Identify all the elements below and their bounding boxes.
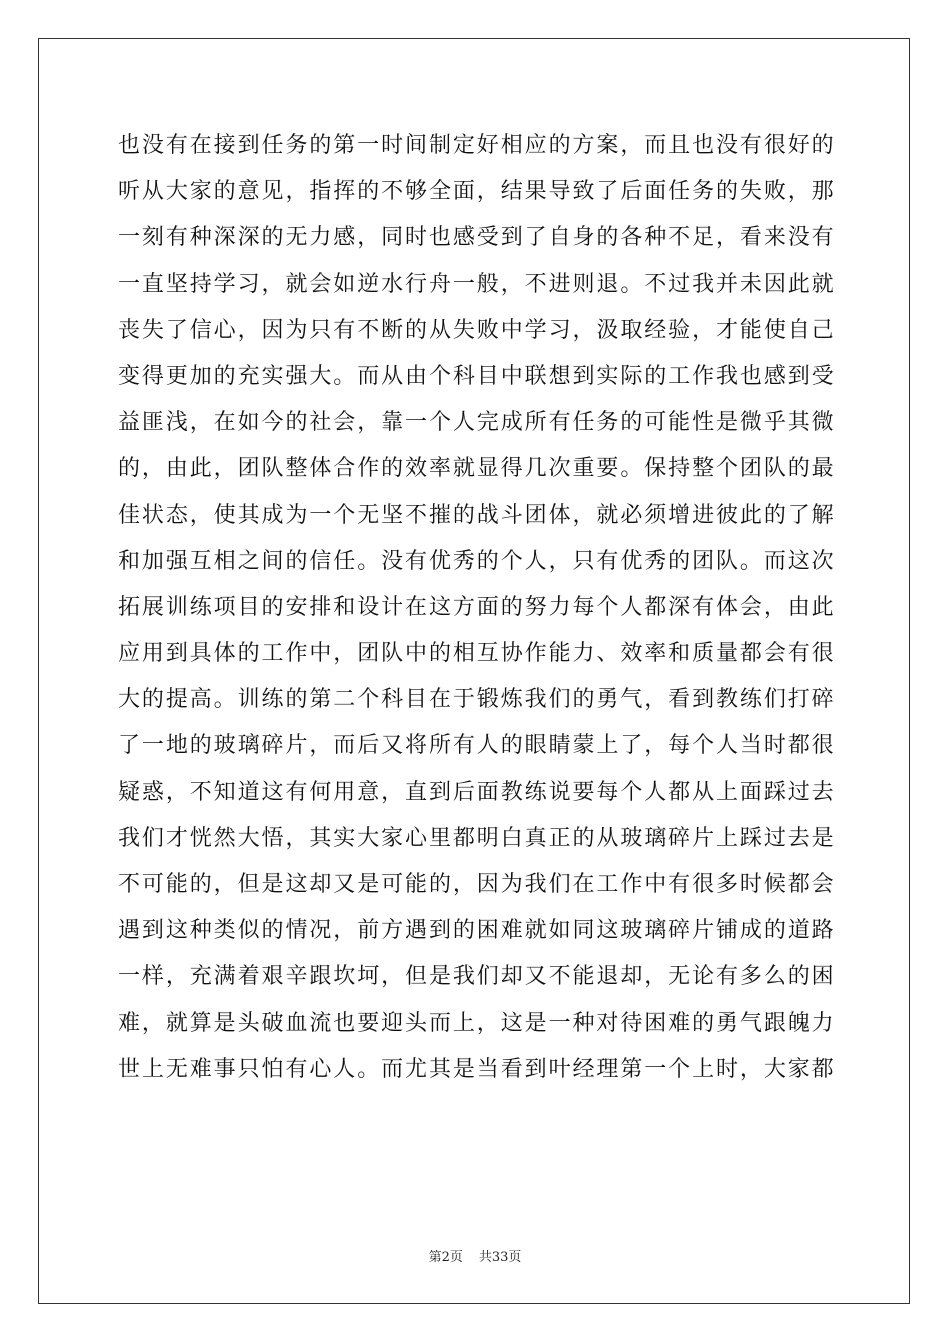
page-total: 共33页 xyxy=(478,1250,522,1265)
text-line: 丧失了信心，因为只有不断的从失败中学习，汲取经验，才能使自己 xyxy=(118,317,834,343)
text-line: 和加强互相之间的信任。没有优秀的个人，只有优秀的团队。而这次 xyxy=(118,548,834,574)
text-line: 世上无难事只怕有心人。而尤其是当看到叶经理第一个上时，大家都 xyxy=(118,1056,834,1082)
text-line: 我们才恍然大悟，其实大家心里都明白真正的从玻璃碎片上踩过去是 xyxy=(118,825,834,851)
text-line: 一样，充满着艰辛跟坎坷，但是我们却又不能退却，无论有多么的困 xyxy=(118,964,834,990)
text-line: 疑惑，不知道这有何用意，直到后面教练说要每个人都从上面踩过去 xyxy=(118,779,834,805)
page-number: 第2页 xyxy=(428,1250,463,1265)
text-line: 益匪浅，在如今的社会，靠一个人完成所有任务的可能性是微乎其微 xyxy=(118,410,834,436)
document-body xyxy=(118,123,834,1093)
text-line: 也没有在接到任务的第一时间制定好相应的方案，而且也没有很好的 xyxy=(118,133,834,158)
text-line: 不可能的，但是这却又是可能的，因为我们在工作中有很多时候都会 xyxy=(118,872,834,897)
text-line: 一直坚持学习，就会如逆水行舟一般，不进则退。不过我并未因此就 xyxy=(118,271,834,297)
page-footer xyxy=(0,1246,950,1265)
text-line: 应用到具体的工作中，团队中的相互协作能力、效率和质量都会有很 xyxy=(118,641,834,667)
text-line: 遇到这种类似的情况，前方遇到的困难就如同这玻璃碎片铺成的道路 xyxy=(118,918,834,944)
text-line: 了一地的玻璃碎片，而后又将所有人的眼睛蒙上了，每个人当时都很 xyxy=(118,733,834,759)
text-line: 佳状态，使其成为一个无坚不摧的战斗团体，就必须增进彼此的了解 xyxy=(118,502,834,528)
text-line: 拓展训练项目的安排和设计在这方面的努力每个人都深有体会，由此 xyxy=(118,594,834,620)
text-line: 变得更加的充实强大。而从由个科目中联想到实际的工作我也感到受 xyxy=(118,363,834,389)
text-line: 大的提高。训练的第二个科目在于锻炼我们的勇气，看到教练们打碎 xyxy=(118,687,834,713)
text-line: 难，就算是头破血流也要迎头而上，这是一种对待困难的勇气跟魄力 xyxy=(118,1010,834,1036)
text-line: 的，由此，团队整体合作的效率就显得几次重要。保持整个团队的最 xyxy=(118,456,834,482)
text-line: 一刻有种深深的无力感，同时也感受到了自身的各种不足，看来没有 xyxy=(118,225,834,251)
text-line: 听从大家的意见，指挥的不够全面，结果导致了后面任务的失败，那 xyxy=(118,179,834,205)
